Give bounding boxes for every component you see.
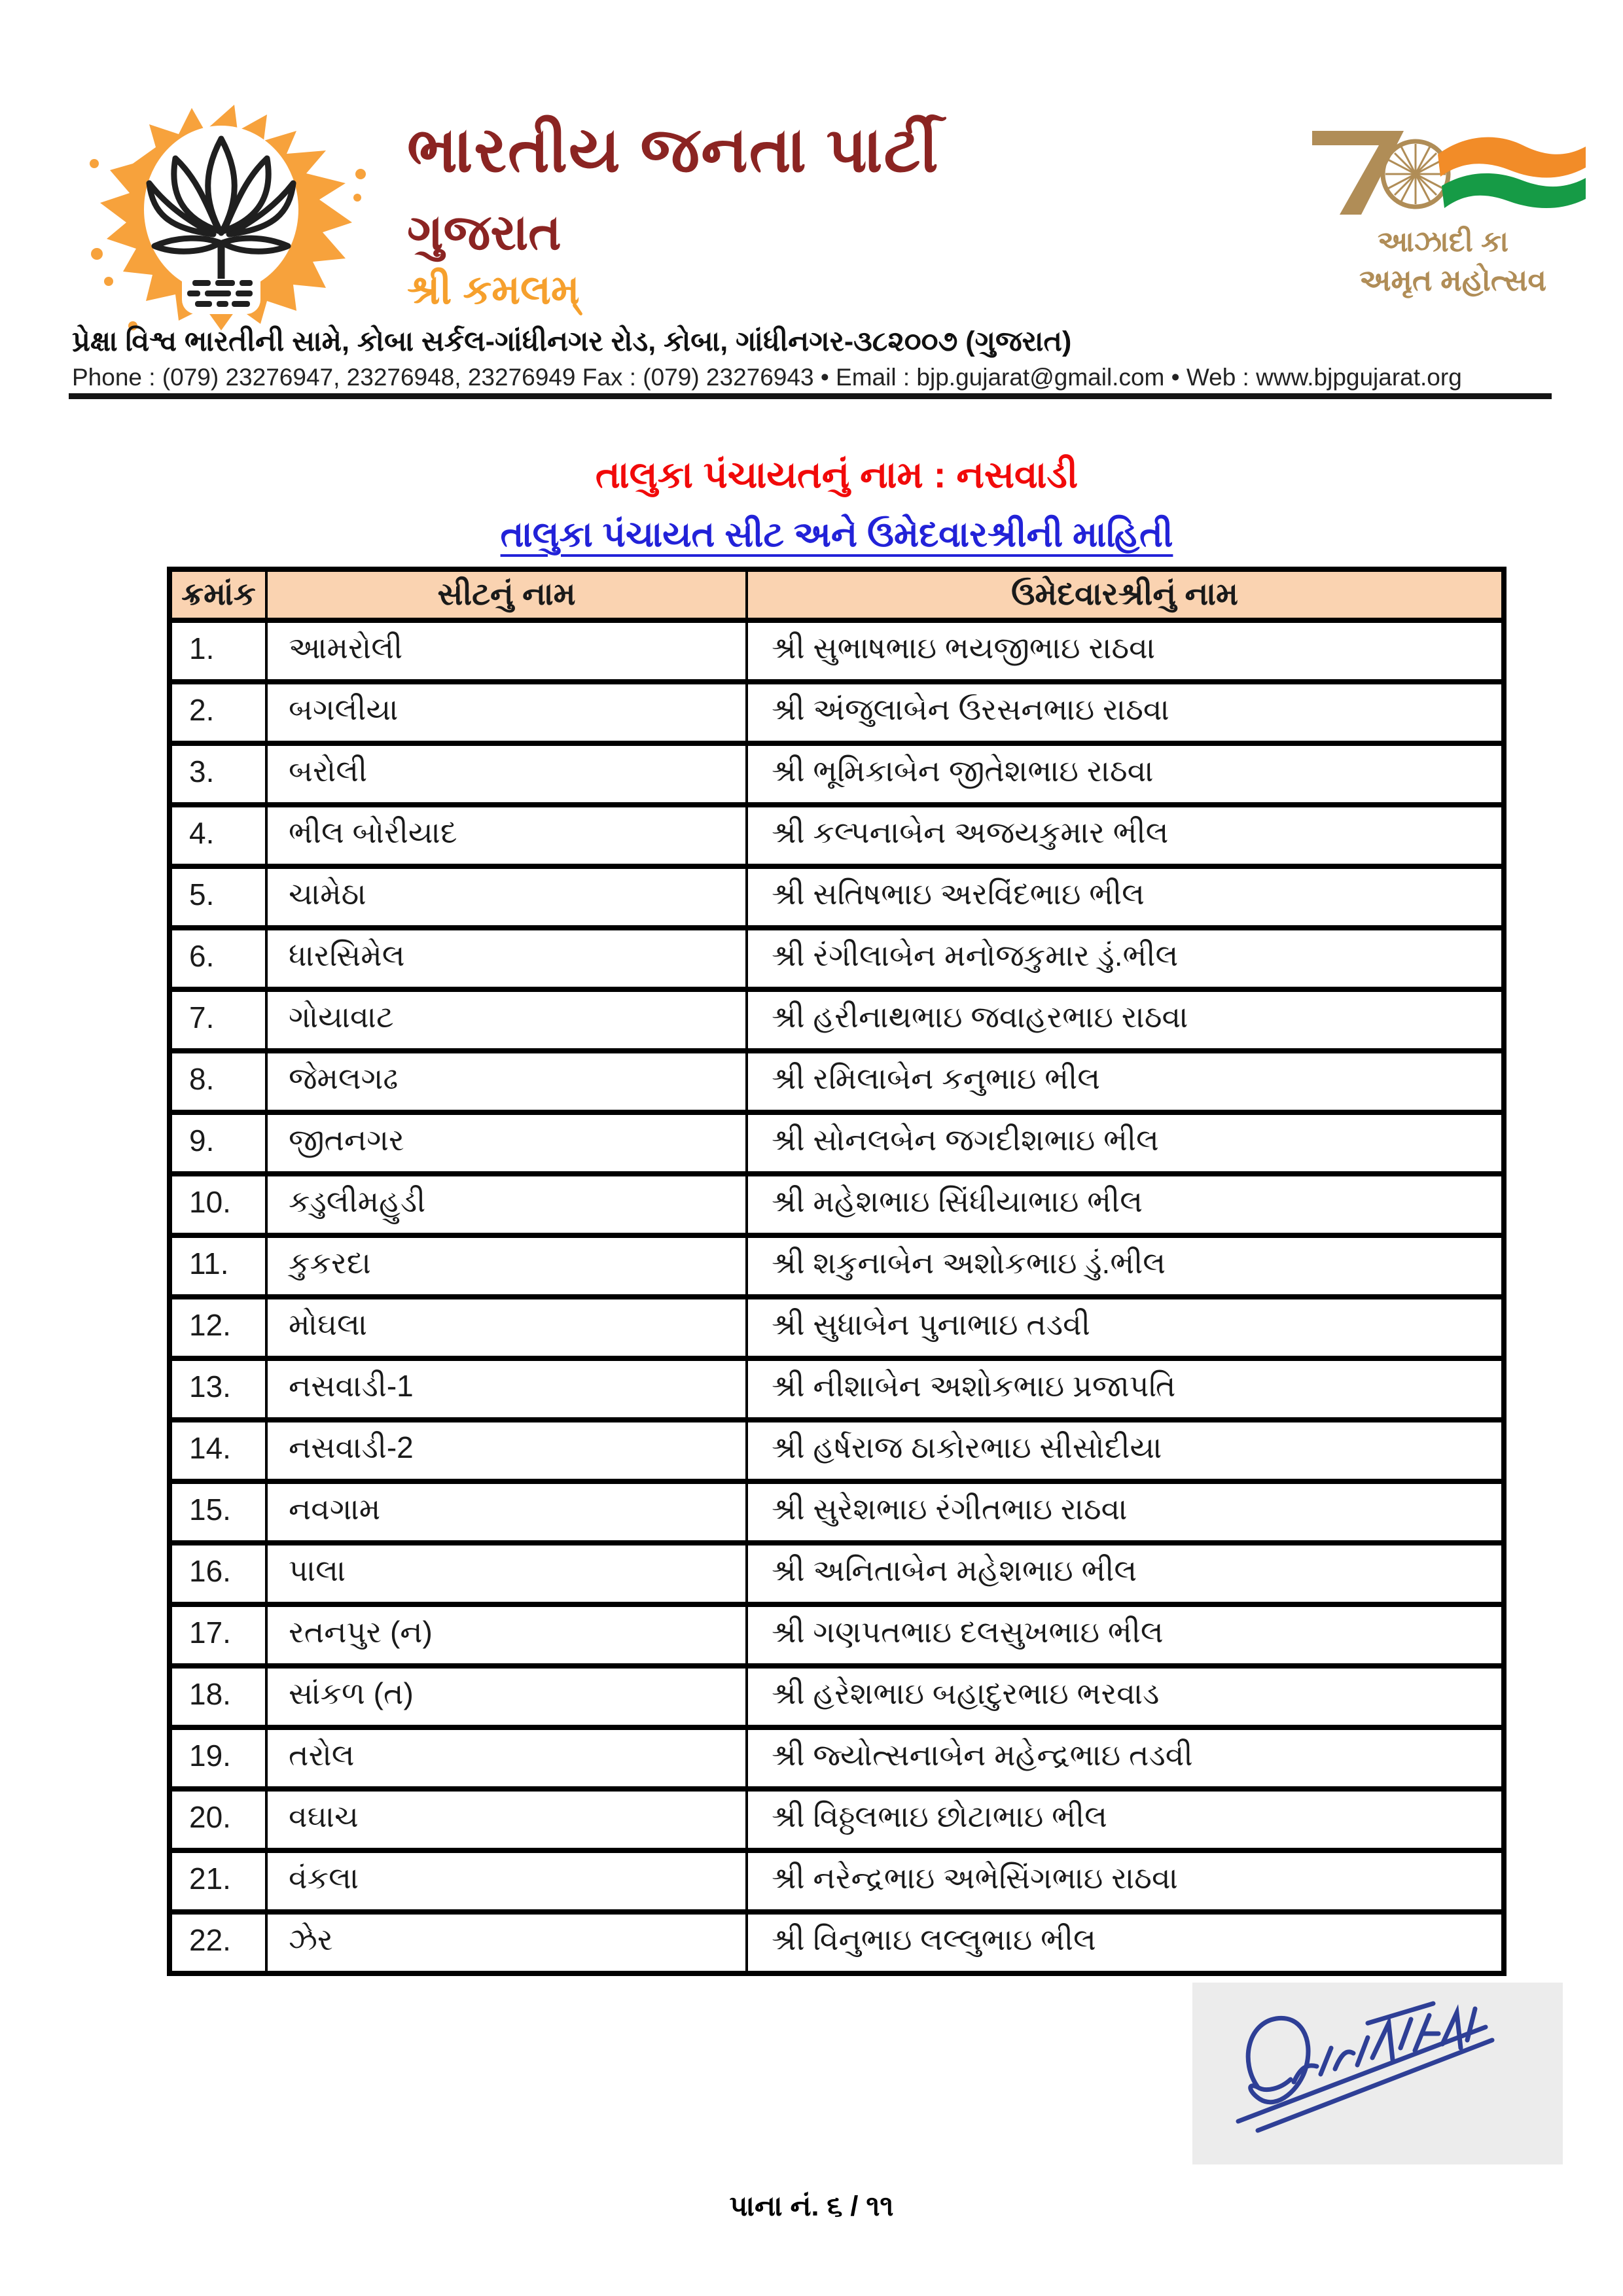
serial-cell: 13.	[169, 1358, 266, 1420]
table-row	[169, 1051, 1504, 1112]
col-header-candidate: ઉમેદવારશ્રીનું નામ	[747, 569, 1504, 620]
table-row	[169, 805, 1504, 866]
serial-cell: 14.	[169, 1420, 266, 1481]
table-row	[169, 743, 1504, 805]
page-number: પાના નં. ૬ / ૧૧	[729, 2191, 894, 2222]
tricolor-flag-icon	[1438, 137, 1586, 208]
table-row	[169, 1297, 1504, 1358]
seat-cell: ચામેઠા	[266, 866, 747, 928]
seat-cell: નવગામ	[266, 1481, 747, 1543]
candidate-cell: શ્રી હર્ષરાજ ઠાકોરભાઇ સીસોદીયા	[747, 1420, 1504, 1481]
table-row	[169, 1174, 1504, 1235]
candidate-cell: શ્રી અંજુલાબેન ઉરસનભાઇ રાઠવા	[747, 682, 1504, 743]
table-row	[169, 1235, 1504, 1297]
serial-cell: 15.	[169, 1481, 266, 1543]
serial-cell: 6.	[169, 928, 266, 989]
serial-cell: 3.	[169, 743, 266, 805]
col-header-seat: સીટનું નામ	[266, 569, 747, 620]
table-row	[169, 866, 1504, 928]
candidate-cell: શ્રી સુધાબેન પુનાભાઇ તડવી	[747, 1297, 1504, 1358]
lotus-splash-icon	[71, 85, 372, 347]
seat-cell: તરોલ	[266, 1727, 747, 1789]
candidate-cell: શ્રી શકુનાબેન અશોકભાઇ ડું.ભીલ	[747, 1235, 1504, 1297]
candidate-cell: શ્રી ગણપતભાઇ દલસુખભાઇ ભીલ	[747, 1604, 1504, 1666]
seat-cell: બગલીયા	[266, 682, 747, 743]
candidate-cell: શ્રી સતિષભાઇ અરવિંદભાઇ ભીલ	[747, 866, 1504, 928]
amrut-line1: આઝાદી કા	[1378, 226, 1508, 258]
serial-cell: 19.	[169, 1727, 266, 1789]
table-row	[169, 1666, 1504, 1727]
ashoka-chakra-icon	[1383, 141, 1448, 207]
serial-cell: 7.	[169, 989, 266, 1051]
seat-cell: ઝેર	[266, 1912, 747, 1973]
seat-cell: પાલા	[266, 1543, 747, 1604]
seat-cell: આમરોલી	[266, 620, 747, 682]
seat-cell: મોઘલા	[266, 1297, 747, 1358]
page-title: તાલુકા પંચાયતનું નામ : નસવાડી	[595, 454, 1079, 496]
table-row	[169, 1358, 1504, 1420]
serial-cell: 4.	[169, 805, 266, 866]
seat-cell: સાંકળ (ત)	[266, 1666, 747, 1727]
table-row	[169, 1112, 1504, 1174]
serial-cell: 8.	[169, 1051, 266, 1112]
table-row	[169, 620, 1504, 682]
table-row	[169, 1420, 1504, 1481]
serial-cell: 18.	[169, 1666, 266, 1727]
candidate-cell: શ્રી હરીનાથભાઇ જવાહરભાઇ રાઠવા	[747, 989, 1504, 1051]
serial-cell: 2.	[169, 682, 266, 743]
serial-cell: 17.	[169, 1604, 266, 1666]
table-body	[169, 620, 1504, 1973]
seat-cell: કડુલીમહુડી	[266, 1174, 747, 1235]
seat-cell: ધારસિમેલ	[266, 928, 747, 989]
candidate-cell: શ્રી નીશાબેન અશોકભાઇ પ્રજાપતિ	[747, 1358, 1504, 1420]
serial-cell: 16.	[169, 1543, 266, 1604]
seat-cell: બરોલી	[266, 743, 747, 805]
table-title-text: તાલુકા પંચાયત સીટ અને ઉમેદવારશ્રીની માહિતી	[500, 515, 1173, 554]
seat-cell: કુકરદા	[266, 1235, 747, 1297]
table-row	[169, 1543, 1504, 1604]
state-name: ગુજરાત	[407, 205, 562, 260]
address-line: પ્રેક્ષા વિશ્વ ભારતીની સામે, કોબા સર્કલ-ગાંધીનગર રોડ, કોબા, ગાંધીનગર-૩૮૨૦૦૭ (ગુજરાત)	[72, 326, 1072, 357]
letterhead-divider	[69, 393, 1552, 399]
candidate-cell: શ્રી વિઠ્ઠલભાઇ છોટાભાઇ ભીલ	[747, 1789, 1504, 1850]
table-row	[169, 1912, 1504, 1973]
office-name: શ્રી કમલમ્	[407, 268, 580, 313]
candidate-cell: શ્રી રંગીલાબેન મનોજકુમાર ડું.ભીલ	[747, 928, 1504, 989]
serial-cell: 1.	[169, 620, 266, 682]
seat-cell: ભીલ બોરીયાદ	[266, 805, 747, 866]
serial-cell: 9.	[169, 1112, 266, 1174]
seat-cell: વઘાચ	[266, 1789, 747, 1850]
serial-cell: 5.	[169, 866, 266, 928]
table-row	[169, 928, 1504, 989]
seat-cell: જીતનગર	[266, 1112, 747, 1174]
seventyfive-flag-icon	[1299, 123, 1587, 221]
serial-cell: 20.	[169, 1789, 266, 1850]
table-title	[167, 514, 1507, 556]
candidate-cell: શ્રી નરેન્દ્રભાઇ અભેસિંગભાઇ રાઠવા	[747, 1850, 1504, 1912]
signature-area	[1192, 1983, 1563, 2164]
amrut-mahotsav-logo	[1299, 123, 1587, 299]
candidate-cell: શ્રી રમિલાબેન કનુભાઇ ભીલ	[747, 1051, 1504, 1112]
table-row	[169, 1850, 1504, 1912]
candidates-table	[167, 567, 1507, 1976]
table-row	[169, 1481, 1504, 1543]
seat-cell: નસવાડી-1	[266, 1358, 747, 1420]
bjp-lotus-logo	[71, 85, 372, 347]
serial-cell: 10.	[169, 1174, 266, 1235]
seat-cell: વંકલા	[266, 1850, 747, 1912]
candidate-cell: શ્રી સુરેશભાઇ રંગીતભાઇ રાઠવા	[747, 1481, 1504, 1543]
serial-cell: 11.	[169, 1235, 266, 1297]
seat-cell: રતનપુર (ન)	[266, 1604, 747, 1666]
contact-line: Phone : (079) 23276947, 23276948, 23276949 Fax : (079) 23276943 • Email : bjp.gujarat@gmail.com • Web : www.bjpgujarat.org	[72, 364, 1462, 391]
table-row	[169, 1604, 1504, 1666]
candidate-cell: શ્રી વિનુભાઇ લલ્લુભાઇ ભીલ	[747, 1912, 1504, 1973]
table-row	[169, 1727, 1504, 1789]
amrut-line2: અમૃત મહોત્સવ	[1359, 263, 1547, 297]
table-row	[169, 1789, 1504, 1850]
table-row	[169, 989, 1504, 1051]
candidate-cell: શ્રી હરેશભાઇ બહાદુરભાઇ ભરવાડ	[747, 1666, 1504, 1727]
signature-icon	[1192, 1983, 1563, 2164]
party-name: ભારતીય જનતા પાર્ટી	[407, 115, 940, 185]
candidate-cell: શ્રી મહેશભાઇ સિંધીયાભાઇ ભીલ	[747, 1174, 1504, 1235]
seat-cell: નસવાડી-2	[266, 1420, 747, 1481]
candidate-cell: શ્રી સુભાષભાઇ ભયજીભાઇ રાઠવા	[747, 620, 1504, 682]
candidate-cell: શ્રી જ્યોત્સનાબેન મહેન્દ્રભાઇ તડવી	[747, 1727, 1504, 1789]
table-header-row	[169, 569, 1504, 620]
serial-cell: 12.	[169, 1297, 266, 1358]
col-header-serial: ક્રમાંક	[169, 569, 266, 620]
serial-cell: 22.	[169, 1912, 266, 1973]
candidates-table-wrap	[167, 567, 1507, 1976]
candidate-cell: શ્રી ભૂમિકાબેન જીતેશભાઇ રાઠવા	[747, 743, 1504, 805]
seat-cell: જેમલગઢ	[266, 1051, 747, 1112]
seat-cell: ગોયાવાટ	[266, 989, 747, 1051]
serial-cell: 21.	[169, 1850, 266, 1912]
candidate-cell: શ્રી સોનલબેન જગદીશભાઇ ભીલ	[747, 1112, 1504, 1174]
table-row	[169, 682, 1504, 743]
candidate-cell: શ્રી અનિતાબેન મહેશભાઇ ભીલ	[747, 1543, 1504, 1604]
candidate-cell: શ્રી કલ્પનાબેન અજયકુમાર ભીલ	[747, 805, 1504, 866]
